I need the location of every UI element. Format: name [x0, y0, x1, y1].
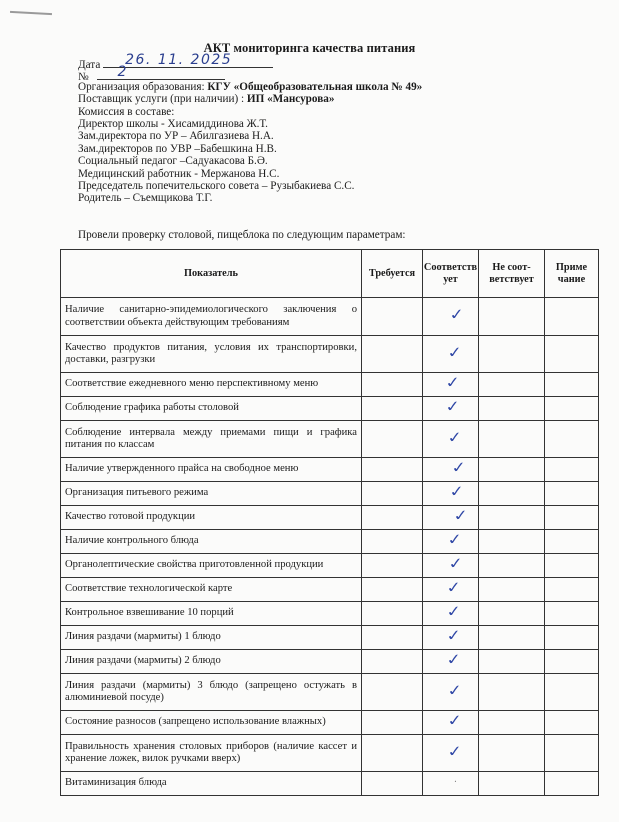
- note-cell: [545, 626, 599, 650]
- commission-member: Председатель попечительского совета – Рузыбакиева С.С.: [78, 179, 355, 192]
- not-complies-cell: [479, 506, 545, 530]
- complies-cell: [423, 554, 479, 578]
- indicator-cell: Состояние разносов (запрещено использование влажных): [61, 711, 362, 735]
- not-complies-cell: [479, 458, 545, 482]
- commission-member: Социальный педагог –Садуакасова Б.Ә.: [78, 155, 268, 168]
- indicator-cell: Органолептические свойства приготовленной продукции: [61, 554, 362, 578]
- indicator-cell: Линия раздачи (мармиты) 2 блюдо: [61, 650, 362, 674]
- table-row: [61, 530, 599, 554]
- note-cell: [545, 772, 599, 796]
- complies-cell: [423, 506, 479, 530]
- not-complies-cell: [479, 298, 545, 336]
- not-complies-cell: [479, 421, 545, 458]
- complies-cell: [423, 735, 479, 772]
- checkmark-icon: ✓: [443, 374, 462, 393]
- indicator-cell: Правильность хранения столовых приборов (наличие кассет и хранение ложек, вилок ручками вверх): [61, 735, 362, 772]
- table-row: [61, 626, 599, 650]
- header-complies: Соответствует: [423, 250, 479, 298]
- commission-member: Директор школы - Хисамиддинова Ж.Т.: [78, 117, 268, 130]
- number-field: [97, 63, 225, 80]
- complies-cell: [423, 711, 479, 735]
- commission-heading: Комиссия в составе:: [78, 105, 175, 118]
- checkmark-icon: ✓: [445, 712, 464, 731]
- table-header-row: [61, 250, 599, 298]
- date-label: Дата: [78, 59, 101, 71]
- header-not-complies: Не соот-ветствует: [479, 250, 545, 298]
- table-row: [61, 554, 599, 578]
- checkmark-icon: ✓: [446, 555, 465, 574]
- complies-cell: [423, 458, 479, 482]
- required-cell: [362, 578, 423, 602]
- note-cell: [545, 397, 599, 421]
- note-cell: [545, 298, 599, 336]
- complies-cell: [423, 626, 479, 650]
- checkmark-icon: ✓: [444, 651, 463, 670]
- checkmark-icon: ✓: [445, 531, 464, 550]
- note-cell: [545, 602, 599, 626]
- organization-label: Организация образования:: [78, 80, 208, 93]
- checkmark-icon: ✓: [445, 681, 464, 700]
- not-complies-cell: [479, 578, 545, 602]
- not-complies-cell: [479, 373, 545, 397]
- checkmark-icon: ✓: [449, 459, 468, 478]
- checkmark-icon: ✓: [451, 507, 470, 526]
- supplier-value: ИП «Мансурова»: [246, 93, 335, 106]
- checkmark-icon: ✓: [445, 343, 464, 362]
- not-complies-cell: [479, 674, 545, 711]
- checkmark-icon: ✓: [444, 579, 463, 598]
- indicator-cell: Соответствие технологической карте: [61, 578, 362, 602]
- number-value: 2: [117, 63, 128, 80]
- organization-value: КГУ «Общеобразовательная школа № 49»: [207, 80, 423, 93]
- table-row: [61, 650, 599, 674]
- indicator-cell: Соблюдение графика работы столовой: [61, 397, 362, 421]
- required-cell: [362, 735, 423, 772]
- required-cell: [362, 650, 423, 674]
- complies-cell: [423, 421, 479, 458]
- required-cell: [362, 336, 423, 373]
- note-cell: [545, 530, 599, 554]
- complies-cell: [423, 650, 479, 674]
- required-cell: [362, 298, 423, 336]
- required-cell: [362, 458, 423, 482]
- indicator-cell: Качество продуктов питания, условия их транспортировки, доставки, разгрузки: [61, 336, 362, 373]
- required-cell: [362, 554, 423, 578]
- header-note: Приме чание: [545, 250, 599, 298]
- organization-line: [78, 81, 598, 93]
- note-cell: [545, 554, 599, 578]
- intro-text: Провели проверку столовой, пищеблока по следующим параметрам:: [78, 229, 406, 241]
- not-complies-cell: [479, 554, 545, 578]
- required-cell: [362, 772, 423, 796]
- note-cell: [545, 711, 599, 735]
- commission-member: Зам.директоров по УВР –Бабешкина Н.В.: [78, 142, 277, 155]
- not-complies-cell: [479, 336, 545, 373]
- table-row: [61, 578, 599, 602]
- note-cell: [545, 373, 599, 397]
- table-row: [61, 458, 599, 482]
- note-cell: [545, 458, 599, 482]
- table-row: [61, 674, 599, 711]
- table-row: [61, 336, 599, 373]
- note-cell: [545, 482, 599, 506]
- indicator-cell: Наличие контрольного блюда: [61, 530, 362, 554]
- not-complies-cell: [479, 626, 545, 650]
- note-cell: [545, 650, 599, 674]
- checkmark-icon: ✓: [443, 398, 462, 417]
- not-complies-cell: [479, 650, 545, 674]
- date-field: [103, 51, 273, 68]
- indicator-cell: Организация питьевого режима: [61, 482, 362, 506]
- not-complies-cell: [479, 482, 545, 506]
- required-cell: [362, 674, 423, 711]
- commission-member: Зам.директора по УР – Абилгазиева Н.А.: [78, 130, 274, 143]
- indicator-cell: Линия раздачи (мармиты) 3 блюдо (запрещено остужать в алюминиевой посуде): [61, 674, 362, 711]
- required-cell: [362, 373, 423, 397]
- required-cell: [362, 421, 423, 458]
- not-complies-cell: [479, 397, 545, 421]
- checkmark-icon: ✓: [445, 428, 464, 447]
- commission-member: Родитель – Съемщикова Т.Г.: [78, 192, 213, 205]
- complies-cell: [423, 674, 479, 711]
- required-cell: [362, 506, 423, 530]
- note-cell: [545, 421, 599, 458]
- complies-cell: [423, 397, 479, 421]
- not-complies-cell: [479, 735, 545, 772]
- monitoring-table: [60, 249, 599, 796]
- table-row: [61, 373, 599, 397]
- complies-cell: [423, 373, 479, 397]
- indicator-cell: Контрольное взвешивание 10 порций: [61, 602, 362, 626]
- table-row: [61, 735, 599, 772]
- required-cell: [362, 711, 423, 735]
- commission-member: Медицинский работник - Мержанова Н.С.: [78, 167, 280, 180]
- complies-cell: [423, 298, 479, 336]
- not-complies-cell: [479, 711, 545, 735]
- required-cell: [362, 482, 423, 506]
- checkmark-icon: ✓: [444, 603, 463, 622]
- number-label: №: [78, 71, 89, 84]
- checkmark-icon: ✓: [447, 483, 466, 502]
- supplier-label: Поставщик услуги (при наличии) :: [78, 93, 247, 106]
- table-row: [61, 298, 599, 336]
- header-indicator: Показатель: [61, 250, 362, 298]
- scan-artifact: [10, 11, 52, 15]
- table-row: [61, 772, 599, 796]
- required-cell: [362, 602, 423, 626]
- note-cell: [545, 506, 599, 530]
- table-row: [61, 506, 599, 530]
- required-cell: [362, 397, 423, 421]
- note-cell: [545, 336, 599, 373]
- indicator-cell: Соответствие ежедневного меню перспективному меню: [61, 373, 362, 397]
- complies-cell: [423, 578, 479, 602]
- required-cell: [362, 530, 423, 554]
- document-title: АКТ мониторинга качества питания: [203, 41, 416, 55]
- complies-cell: [423, 336, 479, 373]
- not-complies-cell: [479, 772, 545, 796]
- indicator-cell: Наличие утвержденного прайса на свободное меню: [61, 458, 362, 482]
- table-row: [61, 482, 599, 506]
- table-row: [61, 397, 599, 421]
- complies-cell: [423, 772, 479, 796]
- note-cell: [545, 674, 599, 711]
- checkmark-icon: ✓: [444, 627, 463, 646]
- indicator-cell: Наличие санитарно-эпидемиологического заключения о соответствии объекта действующим требованиям: [61, 298, 362, 336]
- complies-cell: [423, 530, 479, 554]
- table-row: [61, 711, 599, 735]
- date-value: 26. 11. 2025: [125, 51, 233, 68]
- required-cell: [362, 626, 423, 650]
- checkmark-icon: ✓: [447, 306, 466, 325]
- indicator-cell: Соблюдение интервала между приемами пищи и графика питания по классам: [61, 421, 362, 458]
- table-row: [61, 602, 599, 626]
- dot-mark-icon: ·: [453, 777, 458, 789]
- indicator-cell: Качество готовой продукции: [61, 506, 362, 530]
- table-row: [61, 421, 599, 458]
- supplier-line: [78, 93, 598, 105]
- date-line: [78, 51, 598, 71]
- complies-cell: [423, 482, 479, 506]
- note-cell: [545, 735, 599, 772]
- not-complies-cell: [479, 530, 545, 554]
- header-required: Требуется: [362, 250, 423, 298]
- indicator-cell: Линия раздачи (мармиты) 1 блюдо: [61, 626, 362, 650]
- complies-cell: [423, 602, 479, 626]
- document-header: [78, 51, 598, 205]
- indicator-cell: Витаминизация блюда: [61, 772, 362, 796]
- not-complies-cell: [479, 602, 545, 626]
- note-cell: [545, 578, 599, 602]
- checkmark-icon: ✓: [445, 742, 464, 761]
